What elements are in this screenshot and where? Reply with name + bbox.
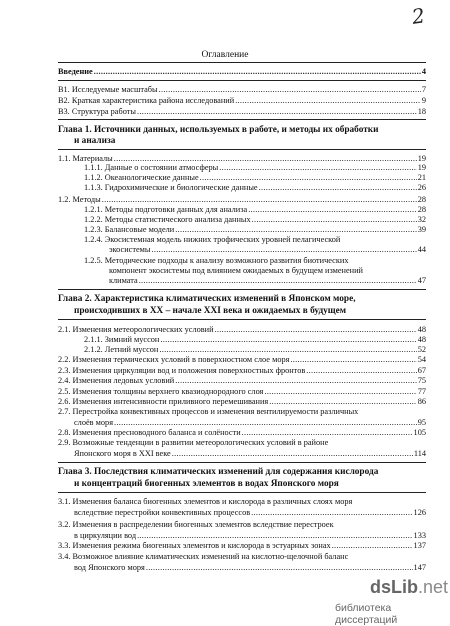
toc-row: 2.1.2. Летний муссон ..... 52 <box>84 345 426 355</box>
dslib-logo: dsLib.net <box>370 577 449 597</box>
toc-row: 2.1.1. Зимний муссон ..... 48 <box>84 335 426 345</box>
divider <box>58 462 426 463</box>
toc-row: Японского моря в XXI веке ..... 114 <box>74 449 426 459</box>
toc-row: 2.6. Изменения интенсивности приливного перемешивания ..... 86 <box>58 397 426 407</box>
toc-row: 2.3. Изменения циркуляции вод и положения поверхностных фронтов ..... 67 <box>58 366 426 376</box>
toc-item-1-2-5-cont: компонент экосистемы под влиянием ожидаемых в будущем изменений <box>109 266 363 275</box>
chapter-3-title: Глава 3. Последствия климатических изменений для содержания кислорода <box>58 467 379 477</box>
toc-row: В3. Структура работы ..... 18 <box>58 107 426 117</box>
toc-item-1-2-4: 1.2.4. Экосистемная модель нижних трофических уровней пелагической <box>84 235 341 244</box>
toc-row: 2.8. Изменения пресноводного баланса и солёности ..... 105 <box>58 428 426 438</box>
toc-row: 2.4. Изменения ледовых условий ..... 75 <box>58 376 426 386</box>
toc-item-3-1: 3.1. Изменения баланса биогенных элементов и кислорода в различных слоях моря <box>58 497 353 506</box>
divider <box>58 492 426 493</box>
toc-row: 1.1.2. Океанологические данные ..... 21 <box>84 173 426 183</box>
toc-row: В1. Исследуемые масштабы ..... 7 <box>58 85 426 95</box>
toc-row: 1.2.2. Методы статистического анализа данных ..... 32 <box>84 215 426 225</box>
toc-row-introduction: Введение ..... 4 <box>58 67 426 77</box>
toc-row: в циркуляции вод ..... 133 <box>74 531 426 541</box>
chapter-3-title-cont: и концентраций биогенных элементов в водах Японского моря <box>74 479 339 489</box>
divider <box>58 119 426 120</box>
toc-item-2-7: 2.7. Перестройка конвективных процессов и изменения вентилируемости различных <box>58 407 359 416</box>
toc-row: вследствие перестройки конвективных процессов ..... 126 <box>74 508 426 518</box>
chapter-2-title-cont: происходивших в XX – начале XXI века и ожидаемых в будущем <box>74 306 347 316</box>
toc-row: 1.1.3. Гидрохимические и биологические данные ..... 26 <box>84 183 426 193</box>
toc-row: 1.1. Материалы ..... 19 <box>58 154 426 164</box>
toc-row: вод Японского моря ..... 147 <box>74 563 426 573</box>
toc-row: 1.2.3. Балансовые модели ..... 39 <box>84 225 426 235</box>
toc-item-3-4: 3.4. Возможное влияние климатических изменений на кислотно-щелочной баланс <box>58 552 349 561</box>
toc-row: слоёв моря ..... 95 <box>74 418 426 428</box>
toc-item-3-2: 3.2. Изменения в распределении биогенных элементов вследствие перестроек <box>58 520 334 529</box>
toc-row: климата ..... 47 <box>109 276 426 286</box>
toc-item-2-9: 2.9. Возможные тенденции в развитии метеорологических условий в районе <box>58 438 329 447</box>
toc-row: 2.1. Изменения метеорологических условий ..... 48 <box>58 325 426 335</box>
toc-row: экосистемы ..... 44 <box>109 245 426 255</box>
divider <box>58 319 426 320</box>
divider <box>58 149 426 150</box>
toc-row: 2.5. Изменения толщины верхнего квазиоднородного слоя ..... 77 <box>58 387 426 397</box>
handwritten-page-number: 2 <box>410 3 427 29</box>
toc-row: 1.2.1. Методы подготовки данных для анализа ..... 28 <box>84 205 426 215</box>
chapter-1-title: Глава 1. Источники данных, используемых в работе, и методы их обработки <box>58 125 379 135</box>
toc-row: В2. Краткая характеристика района исследований ..... 9 <box>58 96 426 106</box>
divider <box>58 62 426 63</box>
divider <box>58 289 426 290</box>
toc-row: 3.3. Изменения режима биогенных элементов и кислорода в эстуарных зонах ..... 137 <box>58 541 426 551</box>
toc-row: 2.2. Изменения термических условий в поверхностном слое моря ..... 54 <box>58 355 426 365</box>
chapter-2-title: Глава 2. Характеристика климатических изменений в Японском море, <box>58 294 356 304</box>
toc-row: 1.1.1. Данные о состоянии атмосферы ..... 19 <box>84 163 426 173</box>
toc-title: Оглавление <box>201 50 249 60</box>
chapter-1-title-cont: и анализа <box>74 136 116 146</box>
toc-row: 1.2. Методы ..... 28 <box>58 195 426 205</box>
divider <box>58 80 426 81</box>
dslib-subtitle: библиотека диссертаций <box>335 602 398 626</box>
toc-item-1-2-5: 1.2.5. Методические подходы к анализу возможного развития биотических <box>84 256 349 265</box>
